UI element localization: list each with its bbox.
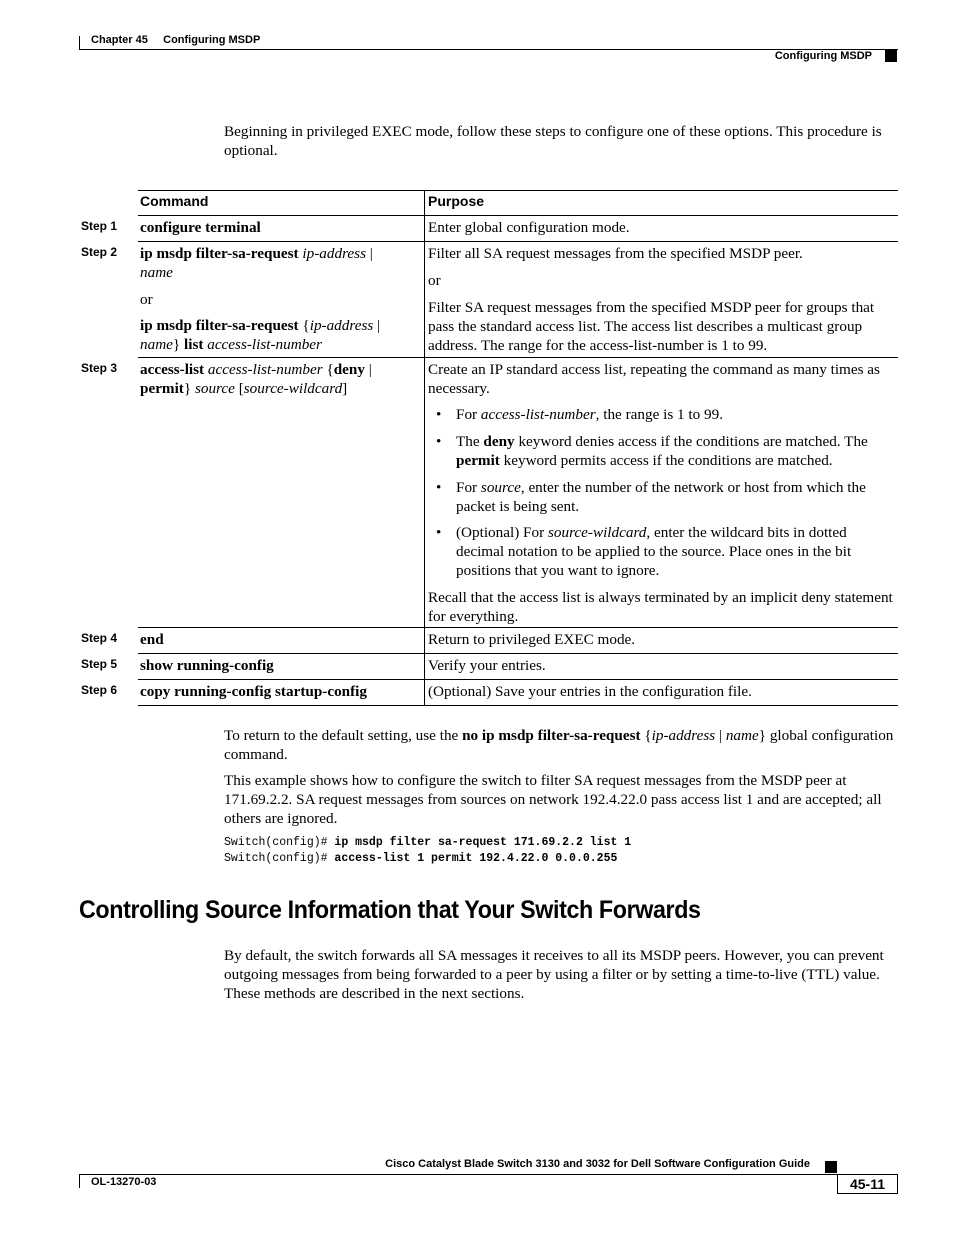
table-rule (138, 215, 898, 216)
step-purpose: Verify your entries. (428, 657, 546, 674)
bullet-item (428, 432, 898, 470)
cmd-sep: [ (234, 380, 244, 397)
step-label: Step 5 (81, 657, 118, 671)
cmd-keyword: ip msdp filter-sa-request (140, 245, 299, 262)
section-heading: Controlling Source Information that Your Switch Forwards (79, 896, 701, 924)
step-label: Step 1 (81, 219, 118, 233)
step-purpose (428, 244, 898, 355)
footer-rule (79, 1174, 837, 1175)
cmd-keyword: ip msdp filter-sa-request (140, 317, 299, 334)
code-prompt: Switch(config)# (224, 852, 335, 865)
bullet-term: source-wildcard (547, 524, 647, 541)
command-arg: name (725, 727, 759, 744)
purpose-or: or (428, 272, 441, 289)
text: To return to the default setting, use the (224, 727, 463, 744)
chapter-title: Configuring MSDP (163, 34, 261, 46)
table-rule (138, 653, 898, 654)
step-command: copy running-config startup-config (140, 683, 367, 700)
cmd-sep: { (322, 361, 334, 378)
text: | (715, 727, 726, 744)
table-rule (138, 627, 898, 628)
chapter-number: Chapter 45 (91, 34, 148, 46)
bullet-term: deny (483, 433, 515, 450)
step-command (140, 244, 420, 354)
footer-marker (825, 1161, 837, 1173)
step-command: show running-config (140, 657, 274, 674)
footer-guide-title: Cisco Catalyst Blade Switch 3130 and 3032 for Dell Software Configuration Guide (385, 1158, 810, 1170)
header-rule-vertical (79, 36, 80, 50)
code-line (224, 851, 617, 867)
text: { (640, 727, 652, 744)
cmd-sep: ] (342, 380, 348, 397)
header-chapter (91, 34, 260, 46)
footer-doc-id: OL-13270-03 (91, 1176, 157, 1188)
cmd-or: or (140, 291, 153, 308)
purpose-text: Filter SA request messages from the specified MSDP peer for groups that pass the standard access list. The access list describes a multicast group address. The range for the access-list-number is 1 to 99. (428, 299, 875, 354)
code-command: ip msdp filter sa-request 171.69.2.2 list 1 (334, 836, 632, 849)
cmd-sep: | (365, 245, 373, 262)
step-label: Step 6 (81, 683, 118, 697)
bullet-item (428, 405, 898, 424)
bullet-text: For (456, 406, 481, 423)
cmd-alt (140, 316, 420, 354)
cmd-keyword: permit (140, 380, 184, 397)
cmd-sep: | (364, 361, 372, 378)
cmd-sep: } (172, 336, 184, 353)
cmd-arg: ip-address (302, 245, 366, 262)
page-number: 45-11 (837, 1174, 898, 1194)
step-label: Step 4 (81, 631, 118, 645)
intro-paragraph: Beginning in privileged EXEC mode, follow these steps to configure one of these options. This procedure is optional. (224, 123, 882, 159)
step-label: Step 3 (81, 361, 118, 375)
cmd-sep: { (298, 317, 310, 334)
cmd-sep: } (183, 380, 195, 397)
step-purpose: Enter global configuration mode. (428, 219, 630, 236)
cmd-arg: source (194, 380, 235, 397)
header-marker (885, 50, 897, 62)
cmd-arg: ip-address (309, 317, 374, 334)
table-rule (138, 679, 898, 680)
code-line (224, 835, 631, 851)
example-paragraph: This example shows how to configure the switch to filter SA request messages from the MSDP peer at 171.69.2.2. SA request messages from sources on network 192.4.22.0 pass access list 1 and are accepted; all others are ignored. (224, 772, 882, 827)
purpose-text: Create an IP standard access list, repeating the command as many times as necessary. (428, 361, 880, 397)
table-rule (138, 357, 898, 358)
cmd-arg: name (140, 264, 173, 281)
step-label: Step 2 (81, 245, 118, 259)
footer-rule-vertical (79, 1174, 80, 1188)
purpose-text: Filter all SA request messages from the specified MSDP peer. (428, 245, 803, 262)
bullet-text: , the range is 1 to 99. (595, 406, 724, 423)
bullet-term: access-list-number (480, 406, 596, 423)
cmd-keyword: access-list (140, 361, 205, 378)
code-prompt: Switch(config)# (224, 836, 335, 849)
cmd-arg: access-list-number (203, 336, 322, 353)
cmd-keyword: deny (333, 361, 365, 378)
bullet-term: source (480, 479, 521, 496)
column-header-purpose: Purpose (428, 193, 485, 209)
cmd-sep: | (373, 317, 381, 334)
bullet-text: (Optional) For (456, 524, 548, 541)
text: } global configuration command. (224, 727, 894, 763)
header-section: Configuring MSDP (774, 50, 872, 62)
bullet-item (428, 478, 898, 516)
step-command: end (140, 631, 164, 648)
cmd-arg: source-wildcard (243, 380, 343, 397)
step-command: configure terminal (140, 219, 261, 236)
command-arg: ip-address (651, 727, 716, 744)
cmd-keyword: list (184, 336, 204, 353)
bullet-item (428, 523, 898, 580)
purpose-text: Recall that the access list is always terminated by an implicit deny statement for everything. (428, 589, 893, 625)
bullet-text: , enter the wildcard bits in dotted decimal notation to be applied to the source. Place ones in the bit positions that you want to ignore. (456, 524, 852, 579)
table-rule (138, 241, 898, 242)
return-paragraph (224, 726, 896, 764)
bullet-term: permit (456, 452, 500, 469)
step-purpose (428, 360, 898, 626)
table-rule (138, 705, 898, 706)
code-command: access-list 1 permit 192.4.22.0 0.0.0.255 (334, 852, 618, 865)
table-rule (138, 190, 898, 191)
bullet-text: keyword denies access if the conditions are matched. The (514, 433, 868, 450)
bullet-text: The (456, 433, 484, 450)
cmd-arg: access-list-number (204, 361, 323, 378)
section-paragraph: By default, the switch forwards all SA messages it receives to all its MSDP peers. However, you can prevent outgoing messages from being forwarded to a peer by using a filter or by setting a time-to-live (TTL) value. These methods are described in the next sections. (224, 947, 884, 1002)
step-purpose: (Optional) Save your entries in the configuration file. (428, 683, 752, 700)
bullet-text: keyword permits access if the conditions are matched. (499, 452, 833, 469)
table-column-divider (424, 190, 425, 705)
cmd-arg: name (140, 336, 173, 353)
column-header-command: Command (140, 193, 209, 209)
bullet-text: , enter the number of the network or host from which the packet is being sent. (456, 479, 866, 515)
bullet-text: For (456, 479, 481, 496)
step-command (140, 360, 420, 398)
command-keyword: no ip msdp filter-sa-request (462, 727, 641, 744)
step-purpose: Return to privileged EXEC mode. (428, 631, 636, 648)
